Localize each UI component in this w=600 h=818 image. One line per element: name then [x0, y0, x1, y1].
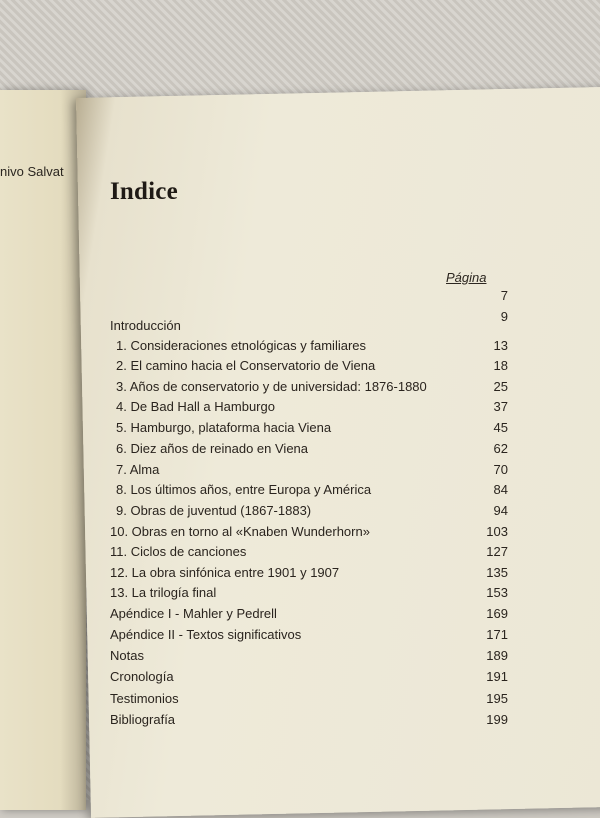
toc-entry-page: 195	[486, 691, 508, 706]
toc-entry-page: 13	[493, 338, 508, 353]
toc-row	[110, 462, 508, 482]
toc-row	[110, 627, 508, 647]
toc-entry-label: 12. La obra sinfónica entre 1901 y 1907	[110, 565, 340, 580]
toc-row	[110, 503, 508, 523]
toc-entry-label: Testimonios	[110, 691, 179, 706]
toc-entry-page: 9	[500, 309, 508, 324]
toc-row	[110, 399, 508, 419]
toc-entry-label: 7. Alma	[116, 462, 160, 477]
toc-entry-label: 1. Consideraciones etnológicas y familiares	[116, 338, 367, 353]
toc-row	[110, 420, 508, 440]
toc-entry-label: 3. Años de conservatorio y de universidad: 1876-1880	[116, 379, 427, 394]
toc-row	[110, 358, 508, 378]
toc-entry-label: 2. El camino hacia el Conservatorio de Viena	[116, 358, 376, 373]
toc-entry-page: 171	[486, 627, 508, 642]
toc-entry-page: 45	[493, 420, 508, 435]
toc-entry-page: 103	[486, 524, 508, 539]
page-column-header: Página	[446, 270, 487, 285]
toc-entry-page: 70	[493, 462, 508, 477]
toc-entry-label: 4. De Bad Hall a Hamburgo	[116, 399, 275, 414]
toc-entry-label: Apéndice II - Textos significativos	[110, 627, 302, 642]
toc-entry-page: 127	[486, 544, 508, 559]
toc-entry-label: 9. Obras de juventud (1867-1883)	[116, 503, 312, 518]
toc-row	[110, 338, 508, 358]
toc-entry-label: Notas	[110, 648, 144, 663]
toc-entry-page: 135	[486, 565, 508, 580]
toc-entry-label: Introducción	[110, 318, 181, 333]
toc-entry-page: 199	[486, 712, 508, 727]
toc-row	[110, 544, 508, 564]
toc-entry-label: 6. Diez años de reinado en Viena	[116, 441, 309, 456]
toc-entry-page: 189	[486, 648, 508, 663]
toc-entry-page: 153	[486, 585, 508, 600]
toc-row	[110, 379, 508, 399]
toc-row	[110, 585, 508, 605]
toc-row	[110, 524, 508, 544]
toc-row	[110, 482, 508, 502]
toc-row	[110, 712, 508, 732]
toc-row	[110, 288, 508, 308]
toc-row	[110, 691, 508, 711]
toc-row	[110, 606, 508, 626]
toc-entry-label: 11. Ciclos de canciones	[110, 544, 247, 559]
toc-entry-label: 13. La trilogía final	[110, 585, 217, 600]
left-book-page	[0, 90, 86, 810]
toc-row	[110, 669, 508, 689]
toc-entry-label: 10. Obras en torno al «Knaben Wunderhorn»	[110, 524, 370, 539]
toc-entry-page: 84	[493, 482, 508, 497]
toc-entry-label: Bibliografía	[110, 712, 176, 727]
toc-entry-page: 94	[493, 503, 508, 518]
left-page-text: nivo Salvat	[0, 164, 64, 179]
toc-entry-page: 169	[486, 606, 508, 621]
toc-entry-label: Cronología	[110, 669, 174, 684]
toc-entry-page: 37	[493, 399, 508, 414]
toc-entry-page: 18	[493, 358, 508, 373]
toc-entry-label: 8. Los últimos años, entre Europa y América	[116, 482, 372, 497]
toc-row	[110, 318, 508, 338]
toc-entry-page: 62	[493, 441, 508, 456]
toc-row	[110, 648, 508, 668]
toc-entry-label: Apéndice I - Mahler y Pedrell	[110, 606, 277, 621]
toc-row	[110, 565, 508, 585]
toc-entry-label: 5. Hamburgo, plataforma hacia Viena	[116, 420, 332, 435]
page-title: Indice	[110, 178, 178, 205]
toc-entry-page: 25	[493, 379, 508, 394]
toc-entry-page: 7	[500, 288, 508, 303]
toc-entry-page: 191	[486, 669, 508, 684]
toc-row	[110, 441, 508, 461]
